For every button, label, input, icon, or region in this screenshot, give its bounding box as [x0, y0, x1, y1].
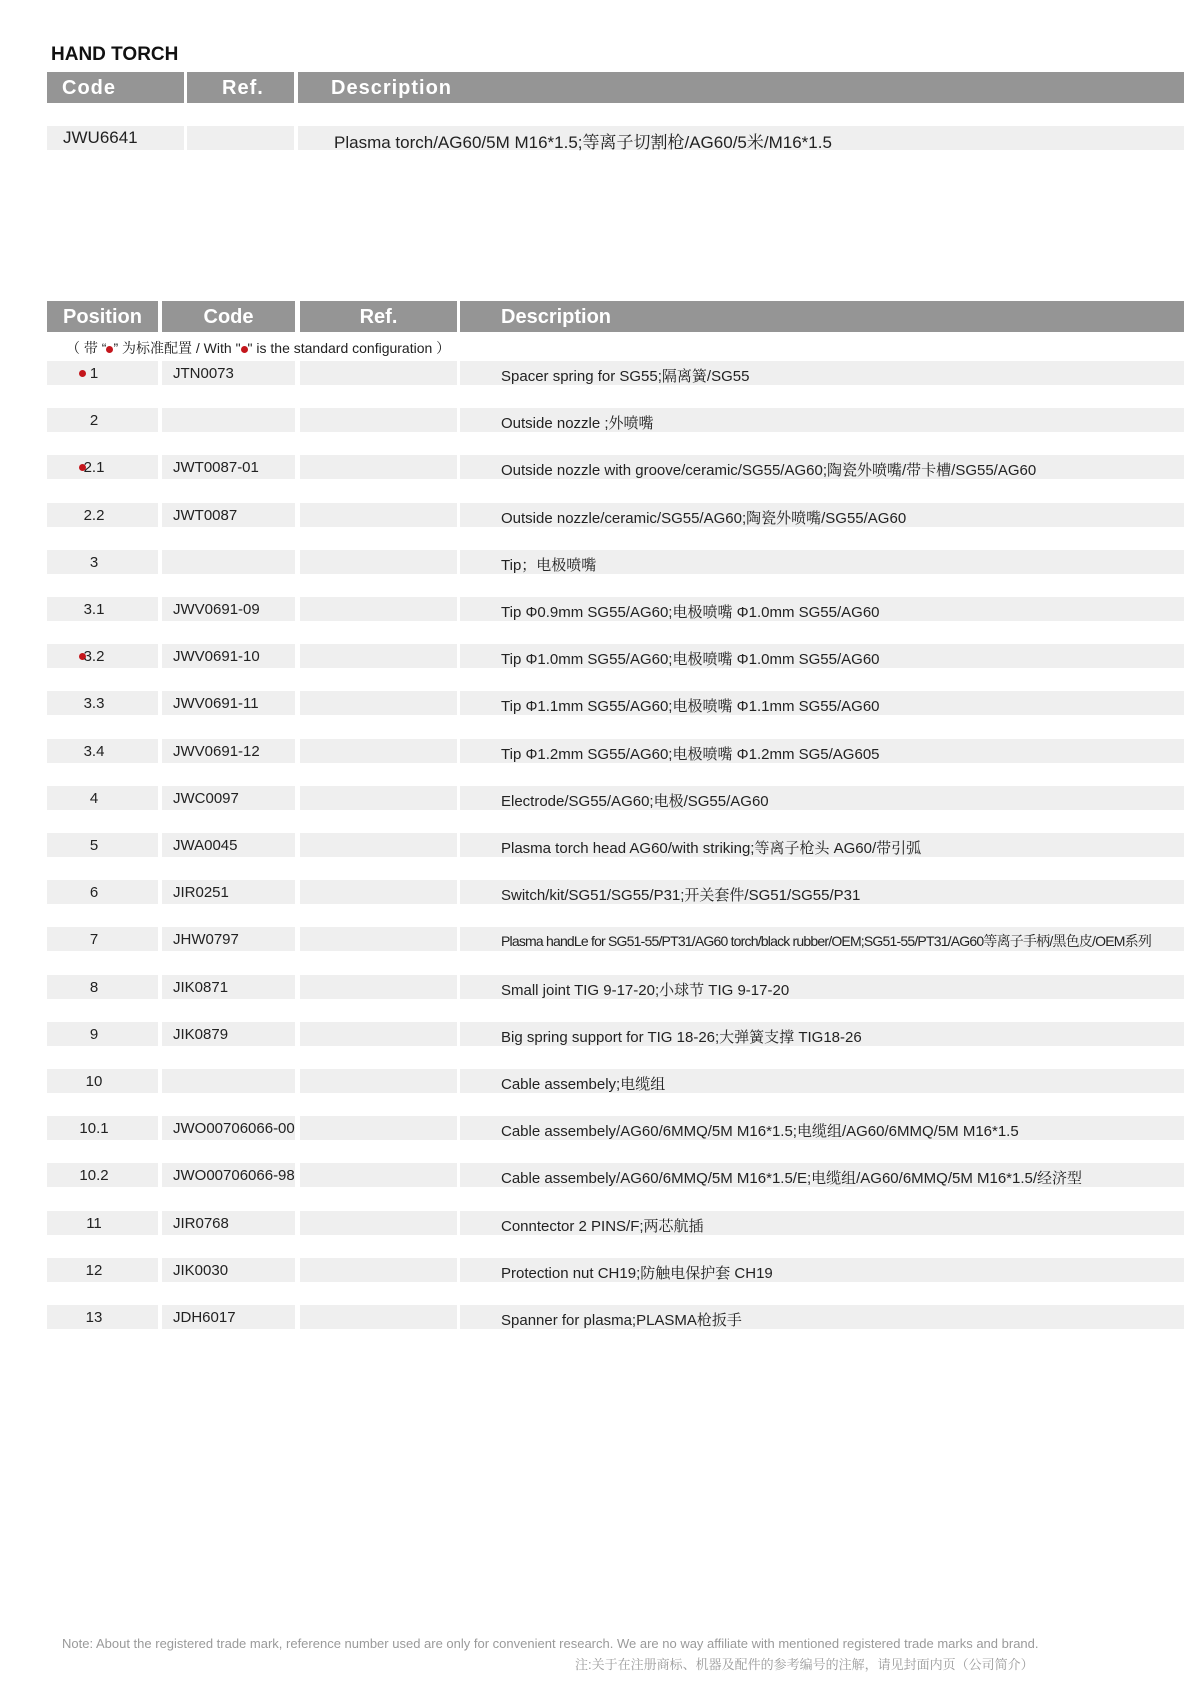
code-cell: JWT0087-01: [162, 455, 295, 479]
description-cell: Protection nut CH19;防触电保护套 CH19: [460, 1258, 1184, 1282]
position-cell: [47, 833, 158, 857]
code-cell: JIK0871: [162, 975, 295, 999]
description-cell: Plasma torch head AG60/with striking;等离子枪头 AG60/带引弧: [460, 833, 1184, 857]
description-cell: Small joint TIG 9-17-20;小球节 TIG 9-17-20: [460, 975, 1184, 999]
table-row: [0, 1069, 1200, 1093]
ref-cell: [300, 1116, 457, 1140]
description-cell: Tip Φ1.2mm SG55/AG60;电极喷嘴 Φ1.2mm SG5/AG605: [460, 739, 1184, 763]
position-value: 2.1: [83, 459, 105, 476]
table-row: [0, 503, 1200, 527]
position-value: 11: [86, 1215, 102, 1232]
ref-cell: [300, 644, 457, 668]
position-cell: [47, 408, 158, 432]
parts-header-code: Code: [162, 301, 295, 332]
ref-cell: [300, 1258, 457, 1282]
description-cell: Cable assembely;电缆组: [460, 1069, 1184, 1093]
code-cell: JWV0691-10: [162, 644, 295, 668]
code-cell: JWV0691-11: [162, 691, 295, 715]
code-cell: JWV0691-12: [162, 739, 295, 763]
table-row: [0, 1258, 1200, 1282]
parts-header-position: Position: [47, 301, 158, 332]
ref-cell: [300, 550, 457, 574]
ref-cell: [300, 833, 457, 857]
position-cell: [47, 1163, 158, 1187]
position-value: 3.3: [83, 695, 105, 712]
code-cell: JTN0073: [162, 361, 295, 385]
ref-cell: [300, 975, 457, 999]
parts-header-description: Description: [460, 301, 1184, 332]
code-cell: JHW0797: [162, 927, 295, 951]
footer-note-en: Note: About the registered trade mark, reference number used are only for convenient research. We are no way affiliate with mentioned registered trade marks and brand.: [62, 1636, 1039, 1651]
red-dot-icon: [241, 346, 248, 353]
position-cell: [47, 786, 158, 810]
top-row-code: JWU6641: [47, 126, 184, 150]
code-cell: JWC0097: [162, 786, 295, 810]
table-row: [0, 455, 1200, 479]
description-cell: Outside nozzle with groove/ceramic/SG55/AG60;陶瓷外喷嘴/带卡槽/SG55/AG60: [460, 455, 1184, 479]
code-cell: JIK0030: [162, 1258, 295, 1282]
position-cell: [47, 1258, 158, 1282]
code-cell: JIR0251: [162, 880, 295, 904]
table-row: [0, 1211, 1200, 1235]
position-value: 10.2: [79, 1167, 109, 1184]
description-cell: Conntector 2 PINS/F;两芯航插: [460, 1211, 1184, 1235]
standard-config-note: （ 带 “ ” 为标准配置 / With " " is the standard configuration ）: [66, 340, 451, 356]
footer-note-cn: 注:关于在注册商标、机器及配件的参考编号的注解，请见封面内页（公司简介）: [575, 1657, 1034, 1672]
code-cell: JWO00706066-00: [162, 1116, 295, 1140]
position-cell: [47, 1211, 158, 1235]
top-header-ref: Ref.: [187, 72, 294, 103]
position-cell: [47, 361, 158, 385]
description-cell: Outside nozzle ;外喷嘴: [460, 408, 1184, 432]
position-value: 12: [85, 1262, 103, 1279]
position-cell: [47, 975, 158, 999]
position-value: 8: [89, 979, 99, 996]
top-row-ref: [187, 126, 294, 150]
position-value: 10.1: [79, 1120, 109, 1137]
position-value: 6: [89, 884, 99, 901]
table-row: [0, 597, 1200, 621]
ref-cell: [300, 503, 457, 527]
description-cell: Switch/kit/SG51/SG55/P31;开关套件/SG51/SG55/P31: [460, 880, 1184, 904]
description-cell: Plasma handLe for SG51-55/PT31/AG60 torch/black rubber/OEM;SG51-55/PT31/AG60等离子手柄/黑色皮/OEM系列: [460, 927, 1184, 951]
top-header-code: Code: [47, 72, 184, 103]
description-cell: Cable assembely/AG60/6MMQ/5M M16*1.5/E;电缆组/AG60/6MMQ/5M M16*1.5/经济型: [460, 1163, 1184, 1187]
ref-cell: [300, 1163, 457, 1187]
table-row: [0, 833, 1200, 857]
table-row: [0, 361, 1200, 385]
ref-cell: [300, 408, 457, 432]
table-row: [0, 975, 1200, 999]
table-row: [0, 408, 1200, 432]
ref-cell: [300, 927, 457, 951]
description-cell: Tip Φ1.1mm SG55/AG60;电极喷嘴 Φ1.1mm SG55/AG60: [460, 691, 1184, 715]
position-cell: [47, 550, 158, 574]
ref-cell: [300, 597, 457, 621]
ref-cell: [300, 1305, 457, 1329]
code-cell: JWA0045: [162, 833, 295, 857]
code-cell: [162, 408, 295, 432]
ref-cell: [300, 361, 457, 385]
position-value: 5: [89, 837, 99, 854]
table-row: [0, 880, 1200, 904]
description-cell: Cable assembely/AG60/6MMQ/5M M16*1.5;电缆组/AG60/6MMQ/5M M16*1.5: [460, 1116, 1184, 1140]
code-cell: JIR0768: [162, 1211, 295, 1235]
position-value: 10: [85, 1073, 103, 1090]
position-value: 3.4: [83, 743, 105, 760]
description-cell: Electrode/SG55/AG60;电极/SG55/AG60: [460, 786, 1184, 810]
position-value: 2.2: [83, 507, 105, 524]
position-value: 7: [89, 931, 99, 948]
code-cell: JWO00706066-98: [162, 1163, 295, 1187]
position-value: 3.1: [83, 601, 105, 618]
description-cell: Tip；电极喷嘴: [460, 550, 1184, 574]
ref-cell: [300, 1211, 457, 1235]
position-value: 4: [89, 790, 99, 807]
table-row: [0, 1116, 1200, 1140]
code-cell: [162, 1069, 295, 1093]
table-row: [0, 691, 1200, 715]
position-cell: [47, 644, 158, 668]
position-cell: [47, 880, 158, 904]
top-header-description: Description: [298, 72, 1184, 103]
ref-cell: [300, 739, 457, 763]
position-value: 3.2: [83, 648, 105, 665]
description-cell: Spanner for plasma;PLASMA枪扳手: [460, 1305, 1184, 1329]
description-cell: Spacer spring for SG55;隔离簧/SG55: [460, 361, 1184, 385]
code-cell: JDH6017: [162, 1305, 295, 1329]
position-cell: [47, 927, 158, 951]
ref-cell: [300, 455, 457, 479]
table-row: [0, 786, 1200, 810]
position-cell: [47, 739, 158, 763]
position-cell: [47, 503, 158, 527]
table-row: [0, 739, 1200, 763]
position-value: 3: [89, 554, 99, 571]
table-row: [0, 1022, 1200, 1046]
code-cell: JWV0691-09: [162, 597, 295, 621]
code-cell: JWT0087: [162, 503, 295, 527]
code-cell: [162, 550, 295, 574]
position-cell: [47, 691, 158, 715]
position-value: 13: [85, 1309, 103, 1326]
table-row: [0, 550, 1200, 574]
table-row: [0, 644, 1200, 668]
description-cell: Outside nozzle/ceramic/SG55/AG60;陶瓷外喷嘴/SG55/AG60: [460, 503, 1184, 527]
ref-cell: [300, 691, 457, 715]
table-row: [0, 1305, 1200, 1329]
position-cell: [47, 1069, 158, 1093]
parts-header-ref: Ref.: [300, 301, 457, 332]
ref-cell: [300, 1069, 457, 1093]
section-title: HAND TORCH: [51, 44, 179, 65]
position-value: 1: [89, 365, 99, 382]
code-cell: JIK0879: [162, 1022, 295, 1046]
table-row: [0, 1163, 1200, 1187]
position-cell: [47, 1305, 158, 1329]
ref-cell: [300, 880, 457, 904]
description-cell: Big spring support for TIG 18-26;大弹簧支撑 TIG18-26: [460, 1022, 1184, 1046]
position-cell: [47, 455, 158, 479]
description-cell: Tip Φ0.9mm SG55/AG60;电极喷嘴 Φ1.0mm SG55/AG60: [460, 597, 1184, 621]
position-value: 2: [89, 412, 99, 429]
position-cell: [47, 1116, 158, 1140]
position-cell: [47, 1022, 158, 1046]
ref-cell: [300, 786, 457, 810]
description-cell: Tip Φ1.0mm SG55/AG60;电极喷嘴 Φ1.0mm SG55/AG60: [460, 644, 1184, 668]
ref-cell: [300, 1022, 457, 1046]
top-row-description: Plasma torch/AG60/5M M16*1.5;等离子切割枪/AG60/5米/M16*1.5: [298, 126, 1184, 150]
position-cell: [47, 597, 158, 621]
table-row: [0, 927, 1200, 951]
position-value: 9: [89, 1026, 99, 1043]
